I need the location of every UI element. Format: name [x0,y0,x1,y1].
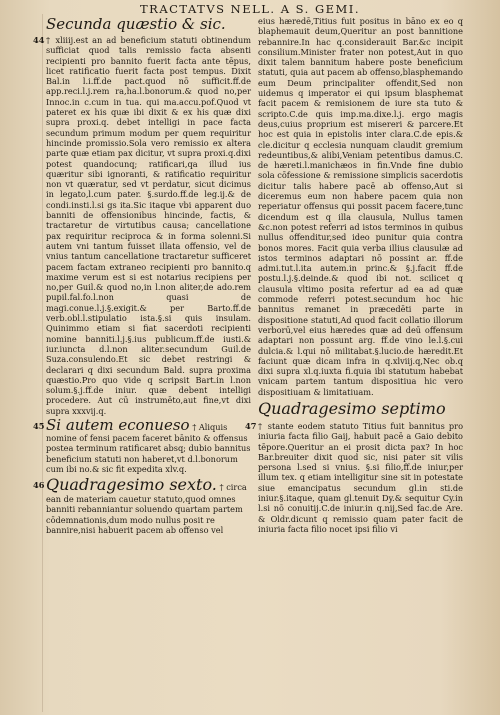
paragraph-text: † xliiij.est an ad beneficium statuti obtinendum sufficiat quod talis remissio facta absenti recipienti pro bannito fuerit facta ante tēpus, licet ratificatio fuerit facta post tempus. Dixit Bal.in l.i.ff.de pact.quod nō sufficit.ff.de app.reci.l.j.rem ra,ha.l.bonorum.& quod no,per Innoc.in c.cum in tua. qui ma.accu.pof.Quod vt pateret ex his quæ ibi dixit & ex his quæ dixi supra proxi.q. debet intelligi in pace facta secundum primum modum per quem requiritur hincinde promissio.Sola vero remissio ex altera parte quæ etiam pax dicitur, vt supra proxi.q.dixi potest quandocunq; ratificari,qa illud ius quæritur sibi ignoranti, & ratificatio requiritur non vt quæratur, sed vt perdatur, sicut dicimus in legato,l.cum pater. §.surdo.ff.de leg.ij.& de condi.insti.l.si gs ita.Sic itaque vbi apparent duo banniti de offensionibus hincinde, factis, & tractaretur de virtutibus causa; cancellatione pax requiritur reciproca & in forma solenni.Si autem vni tantum fuisset illata offensio, vel de vnius tantum cancellatione tractaretur sufficeret pacem factam extraneo recipienti pro bannito.q maxime verum est si est notarius recipiens per no,per Guil.& quod no,in l.non aliter,de ado.rem pupil.fal.fo.l.non quasi de magi.conue.l.j.§.exigit.& per Barto.ff.de verb.obl.l.stipulatio ista.§.si quis insulam. Quinimmo etiam si fiat sacerdoti recipienti nomine banniti.l.j.§.ius publicum.ff.de iusti.& iur.iuncta d.l.non aliter.secundum Guil.de Suza.consulendo.Et sic debet restringi & declarari q dixi secundum Bald. supra proxima quæstio.Pro quo vide q scripsit Bart.in l.non solum.§.j.ff.de iniur. quæ debent intelligi procedere. Aut cū instrumēto,aut fine,vt dixi supra xxxvij.q. [46,35,251,416]
paragraph-47 [245,420,463,534]
paragraph-number: 47 [245,420,257,431]
section-heading-47: Quadragesimo septimo [258,398,446,418]
paragraph-44 [33,35,251,416]
page-gutter-shadow [42,14,43,712]
section-heading: Secunda quæstio & sic. [46,15,226,33]
paragraph-45 [33,415,251,474]
paragraph-number: 45 [33,420,45,431]
paragraph-number: 44 [33,35,45,45]
paragraph-text: † circa ean de materiam cauetur statuto,quod omnes banniti rebanniantur soluendo quartam partem cōdemnationis,dum modo nullus posit re bannire,nisi habuerit pacem ab offenso vel [46,482,247,536]
paragraph-text: † stante eodem statuto Titius fuit bannitus pro iniuria facta filio Gaij, habuit pacē a Gaio debito tēpore.Queritur an ei prosit dicta pax? In hoc Bar.breuiter dixit quod sic, nisi pater sit vilis persona l.sed si vnius. §.si filio,ff.de iniur,per illum tex. q etiam intelligitur sine sit in potestate siue emancipatus secundum gl.in sti.de iniur.§.itaque, quam gl.tenuit Dy.& sequitur Cy.in l.si nō conuitij.C.de iniur.in q.nij,Sed fac.de Are. & Oldr.dicunt q remissio quam pater facit de iniuria facta filio nocet ipsi filio vi [258,420,463,534]
right-column [245,16,463,534]
paragraph-text: † Aliquis nomine of fensi pacem faceret bānito & offensus postea terminum ratificaret absq; dubio bannitus beneficium statuti non haberet,vt d.l.bonorum cum ibi no.& sic fit expedita xlv.q. [46,421,251,474]
paragraph-heading: Si autem econueso [46,415,190,434]
running-head: TRACTATVS NELL. A S. GEMI. [140,2,360,16]
paragraph-continuation: eius hæredē,Titius fuit positus in bāno ex eo q blaphemauit deum,Queritur an post bannitione rebannire.In hac q.considerauit Bar.&c incipit consilium.Minister frater non potest,Aut in quo dixit talem bannitum habere poste beneficium statuti, quia aut pacem ab offenso,blasphemando eum Deum principaliter offendit,Sed non uidemus q imperator ei qui ipsum blasphemat facit pacem & remisionem de iure sta tuto & scripto.C.de quis imp.ma.dixe.l.j. ergo magis deus,cuius proprium est misereri & parcere.Et hoc est quia in epistolis inter clara.C.de epis.& cle.dicitur q ecclesia nunquam claudit gremium redeuntibus,& alibi,Veniam petentibus damus.C. de hæreti.l.manichæos in fin.Vnde fine dubio sola cōfessione & remissione simplicis sacerdotis dicitur talis habere pacē ab offenso,Aut si diceremus eum non habere pacem quia non reperiatur offensus qui possit pacem facere,tunc dicendum est q illa clausula, Nullus tamen &c.non potest referri ad istos terminos in quibus nullus offenditur,sed ideo punitur quia contra bonos mores. Facit quia verba illius clausulæ ad istos terminos adaptari nō possint ar. ff.de admi.tut.l.ita autem.in princ.& §.j.facit ff.de postu.l.j.§.deinde.& quod ibi not. scilicet q clausula vltimo posita refertur ad ea ad quæ commode referri potest.secundum hoc hic bannitus remanet in præcedēti parte in dispositione statuti,Ad quod facit collatio illorum verborū,vel eius hæredes quæ ad deū offensum adaptari non possunt arg. ff.de vino le.l.§.cui dulcia.& l.qui nō militabat.§.lucio.de hæredit.Et faciunt quæ dicam infra in q.xlviij.q,Nec ob.q dixi supra xl.q.iuxta fi.quia ibi statutum habebat vnicam partem tantum dispositiua hic vero dispositiuam & limitatiuam. [258,16,463,397]
paragraph-heading: Quadragesimo sexto. [46,475,217,495]
paragraph-number: 46 [33,480,45,491]
left-column [33,15,251,536]
paragraph-46 [33,475,251,536]
